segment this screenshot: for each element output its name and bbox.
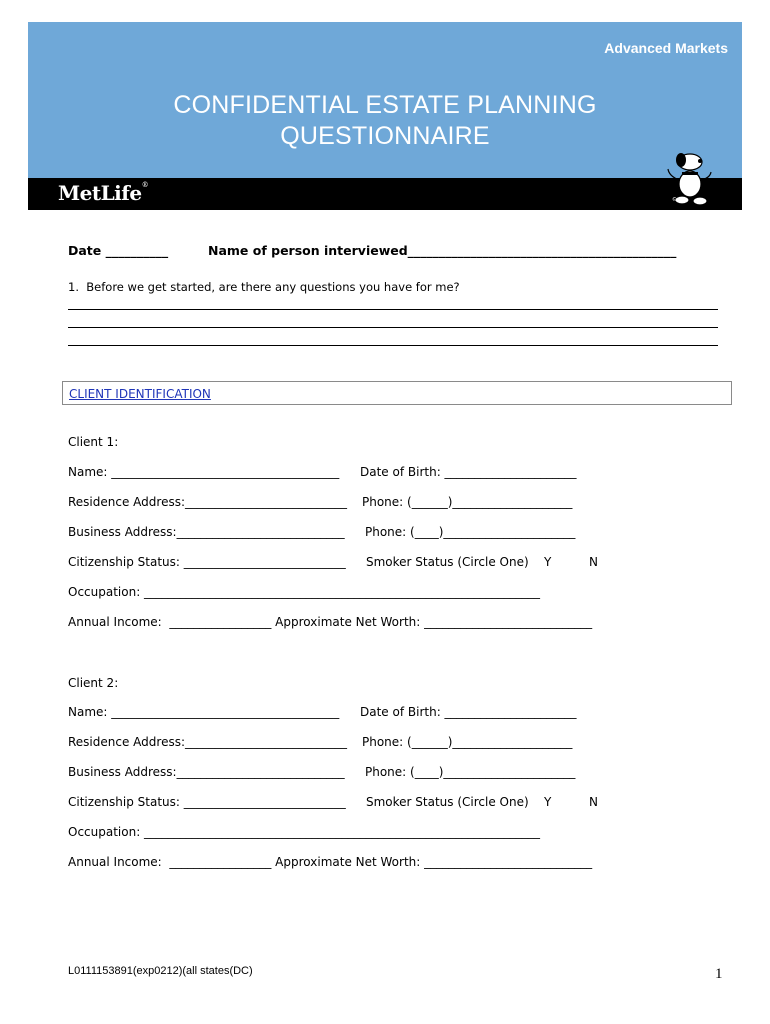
- client-1-dob-field[interactable]: Date of Birth: ______________________: [360, 465, 577, 479]
- client-1-occupation-field[interactable]: Occupation: __________________________________________________________________: [68, 585, 541, 599]
- client-1-business-phone-field[interactable]: Phone: (____)______________________: [365, 525, 576, 539]
- metlife-logo: MetLife®: [58, 181, 149, 205]
- client-1-smoker-no[interactable]: N: [589, 555, 598, 569]
- client-1-residence-phone-field[interactable]: Phone: (______)____________________: [362, 495, 573, 509]
- page-title: [28, 90, 742, 152]
- section-title: CLIENT IDENTIFICATION: [69, 387, 211, 401]
- answer-line-1[interactable]: [68, 309, 718, 310]
- question-1: 1. Before we get started, are there any questions you have for me?: [68, 280, 460, 294]
- client-2-smoker-label: Smoker Status (Circle One): [366, 795, 529, 809]
- brand-bar: [28, 178, 742, 210]
- answer-line-3[interactable]: [68, 345, 718, 346]
- client-1-income-field[interactable]: Annual Income: _________________ Approximate Net Worth: ____________________________: [68, 615, 593, 629]
- copyright-mark: © LPs: [672, 197, 687, 203]
- section-header: [62, 381, 732, 405]
- header-banner: [28, 22, 742, 178]
- client-2-name-field[interactable]: Name: ______________________________________: [68, 705, 340, 719]
- client-1-residence-field[interactable]: Residence Address:___________________________: [68, 495, 347, 509]
- client-2-citizenship-field[interactable]: Citizenship Status: ___________________________: [68, 795, 346, 809]
- client-2-residence-phone-field[interactable]: Phone: (______)____________________: [362, 735, 573, 749]
- title-line-1: CONFIDENTIAL ESTATE PLANNING: [173, 91, 597, 119]
- header-subtitle: Advanced Markets: [604, 40, 728, 56]
- client-2-business-phone-field[interactable]: Phone: (____)______________________: [365, 765, 576, 779]
- answer-line-2[interactable]: [68, 327, 718, 328]
- client-1-business-field[interactable]: Business Address:____________________________: [68, 525, 345, 539]
- client-1-smoker-label: Smoker Status (Circle One): [366, 555, 529, 569]
- client-1-citizenship-field[interactable]: Citizenship Status: ___________________________: [68, 555, 346, 569]
- client-1-name-field[interactable]: Name: ______________________________________: [68, 465, 340, 479]
- client-2-smoker-no[interactable]: N: [589, 795, 598, 809]
- client-2-dob-field[interactable]: Date of Birth: ______________________: [360, 705, 577, 719]
- client-2-residence-field[interactable]: Residence Address:___________________________: [68, 735, 347, 749]
- client-1-heading: Client 1:: [68, 435, 119, 449]
- client-2-income-field[interactable]: Annual Income: _________________ Approximate Net Worth: ____________________________: [68, 855, 593, 869]
- client-2-occupation-field[interactable]: Occupation: __________________________________________________________________: [68, 825, 541, 839]
- client-2-smoker-yes[interactable]: Y: [544, 795, 552, 809]
- interviewee-field[interactable]: Name of person interviewed___________________________________________: [208, 243, 677, 258]
- form-code: L0111153891(exp0212)(all states(DC): [68, 965, 253, 977]
- title-line-2: QUESTIONNAIRE: [280, 122, 490, 150]
- client-1-smoker-yes[interactable]: Y: [544, 555, 552, 569]
- client-2-business-field[interactable]: Business Address:____________________________: [68, 765, 345, 779]
- date-field[interactable]: Date __________: [68, 243, 169, 258]
- client-2-heading: Client 2:: [68, 676, 119, 690]
- page-number: 1: [715, 966, 723, 982]
